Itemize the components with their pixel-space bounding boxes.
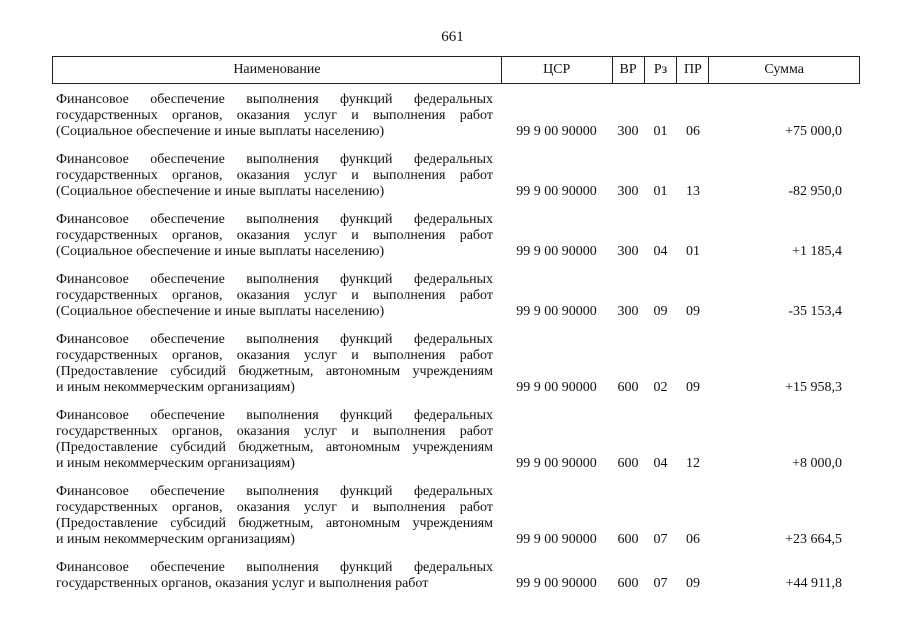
row-vr: 300 (617, 124, 639, 139)
row-rz: 07 (653, 576, 668, 591)
row-rz: 07 (653, 532, 668, 547)
row-csr: 99 9 00 90000 (516, 380, 597, 395)
row-sum: +23 664,5 (785, 532, 842, 547)
page-number: 661 (441, 29, 464, 45)
row-name-line: государственных органов, оказания услуг и выполнения работ (56, 108, 493, 123)
table-row (52, 152, 860, 200)
row-pr: 06 (686, 124, 700, 139)
table-body (52, 92, 860, 604)
table-header (52, 56, 860, 84)
row-vr: 600 (617, 532, 639, 547)
row-pr: 12 (686, 456, 700, 471)
row-csr: 99 9 00 90000 (516, 576, 597, 591)
row-csr: 99 9 00 90000 (516, 304, 597, 319)
row-sum: -82 950,0 (788, 184, 842, 199)
row-name-line: (Социальное обеспечение и иные выплаты населению) (56, 304, 385, 319)
row-name-line: и иным некоммерческим организациям) (56, 532, 295, 547)
column-header-pr: ПР (676, 57, 708, 83)
table-row (52, 484, 860, 548)
row-name-line: (Предоставление субсидий бюджетным, автономным учреждениям (56, 516, 493, 531)
row-csr: 99 9 00 90000 (516, 184, 597, 199)
row-pr: 09 (686, 304, 700, 319)
row-name-line: Финансовое обеспечение выполнения функций федеральных (56, 152, 493, 167)
row-sum: +8 000,0 (792, 456, 842, 471)
column-header-name: Наименование (233, 62, 321, 77)
row-vr: 600 (617, 456, 639, 471)
row-sum: +15 958,3 (785, 380, 842, 395)
row-rz: 01 (653, 184, 668, 199)
row-name-line: Финансовое обеспечение выполнения функций федеральных (56, 560, 493, 575)
column-header-vr: ВР (612, 57, 644, 83)
row-sum: +1 185,4 (792, 244, 842, 259)
row-name (52, 212, 501, 260)
table-row (52, 560, 860, 592)
row-name-line: (Предоставление субсидий бюджетным, автономным учреждениям (56, 364, 493, 379)
row-rz: 01 (653, 124, 668, 139)
row-name (52, 408, 501, 472)
row-name (52, 484, 501, 548)
row-name-line: (Предоставление субсидий бюджетным, автономным учреждениям (56, 440, 493, 455)
row-vr: 600 (617, 576, 639, 591)
table-row (52, 332, 860, 396)
row-rz: 02 (653, 380, 668, 395)
row-sum: -35 153,4 (788, 304, 842, 319)
row-name (52, 332, 501, 396)
row-name-line: государственных органов, оказания услуг и выполнения работ (56, 168, 493, 183)
row-name-line: Финансовое обеспечение выполнения функций федеральных (56, 408, 493, 423)
row-pr: 13 (686, 184, 700, 199)
row-name (52, 560, 501, 592)
row-name-line: Финансовое обеспечение выполнения функций федеральных (56, 332, 493, 347)
column-header-sum: Сумма (708, 57, 859, 83)
row-csr: 99 9 00 90000 (516, 244, 597, 259)
row-name-line: государственных органов, оказания услуг и выполнения работ (56, 500, 493, 515)
row-rz: 04 (653, 456, 668, 471)
row-csr: 99 9 00 90000 (516, 532, 597, 547)
row-rz: 04 (653, 244, 668, 259)
row-sum: +75 000,0 (785, 124, 842, 139)
row-name-line: и иным некоммерческим организациям) (56, 456, 295, 471)
row-name-line: (Социальное обеспечение и иные выплаты населению) (56, 124, 385, 139)
row-vr: 300 (617, 244, 639, 259)
row-name-line: государственных органов, оказания услуг и выполнения работ (56, 424, 493, 439)
table-row (52, 272, 860, 320)
row-name-line: Финансовое обеспечение выполнения функций федеральных (56, 92, 493, 107)
row-csr: 99 9 00 90000 (516, 124, 597, 139)
row-sum: +44 911,8 (785, 576, 842, 591)
row-pr: 09 (686, 576, 700, 591)
column-header-csr: ЦСР (501, 57, 612, 83)
table-row (52, 212, 860, 260)
row-name-line: государственных органов, оказания услуг и выполнения работ (56, 228, 493, 243)
row-name (52, 152, 501, 200)
row-pr: 01 (686, 244, 700, 259)
row-vr: 600 (617, 380, 639, 395)
row-name (52, 92, 501, 140)
row-pr: 06 (686, 532, 700, 547)
row-pr: 09 (686, 380, 700, 395)
row-name-line: государственных органов, оказания услуг и выполнения работ (56, 348, 493, 363)
row-csr: 99 9 00 90000 (516, 456, 597, 471)
row-rz: 09 (653, 304, 668, 319)
row-name-line: государственных органов, оказания услуг и выполнения работ (56, 576, 429, 591)
row-name-line: государственных органов, оказания услуг и выполнения работ (56, 288, 493, 303)
row-vr: 300 (617, 304, 639, 319)
table-row (52, 408, 860, 472)
row-vr: 300 (617, 184, 639, 199)
row-name-line: Финансовое обеспечение выполнения функций федеральных (56, 212, 493, 227)
row-name (52, 272, 501, 320)
column-header-rz: Рз (644, 57, 677, 83)
row-name-line: (Социальное обеспечение и иные выплаты населению) (56, 184, 385, 199)
row-name-line: и иным некоммерческим организациям) (56, 380, 295, 395)
row-name-line: (Социальное обеспечение и иные выплаты населению) (56, 244, 385, 259)
row-name-line: Финансовое обеспечение выполнения функций федеральных (56, 272, 493, 287)
row-name-line: Финансовое обеспечение выполнения функций федеральных (56, 484, 493, 499)
table-row (52, 92, 860, 140)
